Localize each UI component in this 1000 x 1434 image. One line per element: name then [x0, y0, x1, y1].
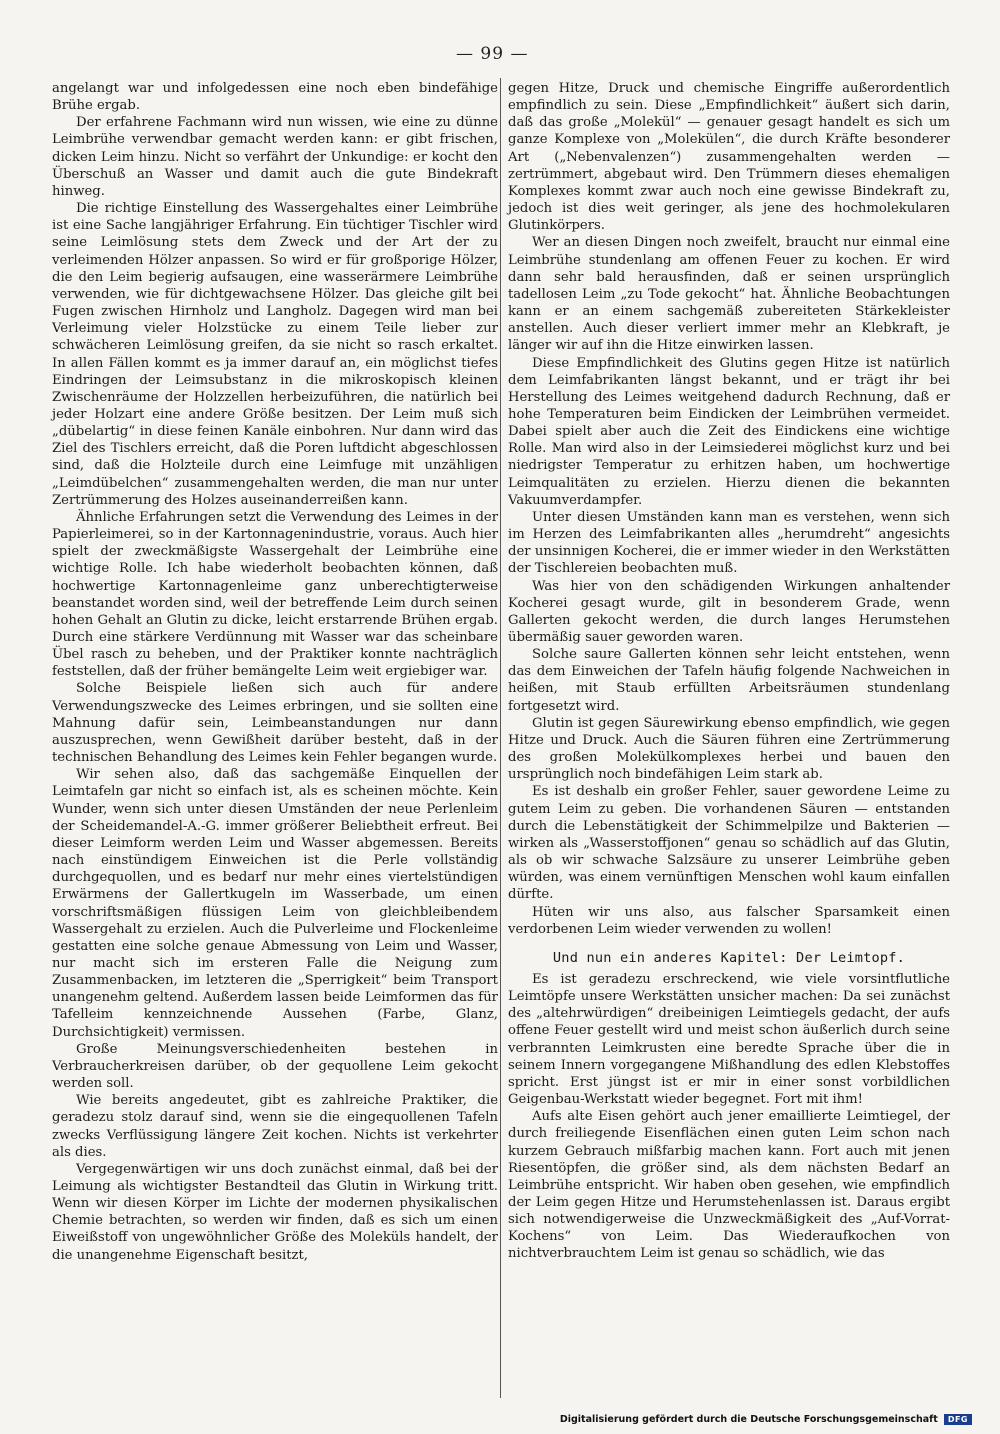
- right-paragraph: Diese Empfindlichkeit des Glutins gegen Hitze ist natürlich dem Leimfabrikanten längst bekannt, und er trägt ihr bei Herstellung des Leimes weitgehend dadurch Rechnung, daß er hohe Temperaturen beim Eindicken der Leimbrühen vermeidet. Dabei spielt aber auch die Zeit des Eindickens eine wichtige Rolle. Man wird also in der Leimsiederei möglichst kurz und bei niedrigster Temperatur zu erhitzen haben, um hochwertige Leimqualitäten zu erzielen. Hierzu dienen die bekannten Vakuumverdampfer.: [508, 355, 950, 508]
- right-paragraph: Wer an diesen Dingen noch zweifelt, braucht nur einmal eine Leimbrühe stundenlang am offenen Feuer zu kochen. Er wird dann sehr bald herausfinden, daß er seinen ursprünglich tadellosen Leim „zu Tode gekocht“ hat. Ähnliche Beobachtungen kann er an einem sachgemäß zubereiteten Stärkekleister anstellen. Auch dieser verliert immer mehr an Klebkraft, je länger wir auf ihn die Hitze einwirken lassen.: [508, 235, 950, 354]
- page-number: — 99 —: [456, 44, 529, 64]
- left-paragraph: Wir sehen also, daß das sachgemäße Einquellen der Leimtafeln gar nicht so einfach ist, als es scheinen möchte. Kein Wunder, wenn sich unter diesen Umständen der neue Perlenleim der Scheidemandel-A.-G. immer größerer Beliebtheit erfreut. Bei dieser Leimform werden Leim und Wasser abgemessen. Bereits nach einstündigem Einweichen ist die Perle vollständig durchgequollen, und es bedarf nur mehr eines viertelstündigen Erwärmens der Gallertkugeln im Wasserbade, um einen vorschriftsmäßigen flüssigen Leim von gleichbleibendem Wassergehalt zu erzielen. Auch die Pulverleime und Flockenleime gestatten eine solche genaue Abmessung von Leim und Wasser, nur macht sich im ersteren Falle die Neigung zum Zusammenbacken, im letzteren die „Sperrigkeit“ beim Transport unangenehm geltend. Außerdem lassen beide Leimformen das für Tafelleim kennzeichnende Aussehen (Farbe, Glanz, Durchsichtigkeit) vermissen.: [52, 767, 498, 1040]
- right-paragraph: Hüten wir uns also, aus falscher Sparsamkeit einen verdorbenen Leim wieder verwenden zu wollen!: [508, 904, 950, 937]
- left-paragraph: Solche Beispiele ließen sich auch für andere Verwendungszwecke des Leimes erbringen, und sie sollten eine Mahnung dafür sein, Leimbeanstandungen nur dann auszusprechen, wenn Gewißheit darüber besteht, daß in der technischen Behandlung des Leimes kein Fehler begangen wurde.: [52, 681, 498, 766]
- right-paragraph: gegen Hitze, Druck und chemische Eingriffe außerordentlich empfindlich zu sein. Diese „Empfindlichkeit“ äußert sich darin, daß das große „Molekül“ — genauer gesagt handelt es sich um ganze Komplexe von „Molekülen“, die durch Kräfte besonderer Art („Nebenvalenzen“) zusammengehalten werden — zertrümmert, abgebaut wird. Den Trümmern dieses ehemaligen Komplexes kommt zwar auch noch eine gewisse Bindekraft zu, jedoch ist dies weit geringer, als jene des hochmolekularen Glutinkörpers.: [508, 81, 950, 234]
- left-paragraph: Vergegenwärtigen wir uns doch zunächst einmal, daß bei der Leimung als wichtigster Bestandteil das Glutin in Wirkung tritt. Wenn wir diesen Körper im Lichte der modernen physikalischen Chemie betrachten, so werden wir finden, daß es sich um einen Eiweißstoff von ungewöhnlicher Größe des Moleküls handelt, der die unangenehme Eigenschaft besitzt,: [52, 1161, 498, 1263]
- left-paragraph: Ähnliche Erfahrungen setzt die Verwendung des Leimes in der Papierleimerei, so in der Kartonnagenindustrie, voraus. Auch hier spielt der zweckmäßigste Wassergehalt der Leimbrühe eine wichtige Rolle. Ich habe wiederholt beobachten können, daß hochwertige Kartonnagenleime ganz unberechtigterweise beanstandet worden sind, weil der betreffende Leim durch seinen hohen Gehalt an Glutin zu dicke, leicht erstarrende Brühen ergab. Durch eine stärkere Verdünnung mit Wasser war das scheinbare Übel rasch zu beheben, und der Praktiker konnte nachträglich feststellen, daß der früher bemängelte Leim weit ergiebiger war.: [52, 509, 498, 680]
- left-column: [52, 80, 498, 1264]
- right-paragraph: Was hier von den schädigenden Wirkungen anhaltender Kocherei gesagt wurde, gilt in besonderem Grade, wenn Gallerten gekocht werden, die durch langes Herumstehen übermäßig sauer geworden waren.: [508, 578, 950, 645]
- left-paragraph: Die richtige Einstellung des Wassergehaltes einer Leimbrühe ist eine Sache langjähriger Erfahrung. Ein tüchtiger Tischler wird seine Leimlösung stets dem Zweck und der Art der zu verleimenden Hölzer anpassen. So wird er für großporige Hölzer, die den Leim begierig aufsaugen, eine wasserärmere Leimbrühe verwenden, wie für dichtgewachsene Hölzer. Das gleiche gilt bei Fugen zwischen Hirnholz und Langholz. Dagegen wird man bei Verleimung vieler Holzstücke zu einem Teile lieber zur schwächeren Leimlösung greifen, da sie nicht so rasch erkaltet. In allen Fällen kommt es ja immer darauf an, ein möglichst tiefes Eindringen der Leimsubstanz in die mikroskopisch kleinen Zwischenräume der Holzzellen herbeizuführen, die natürlich bei jeder Holzart eine andere Größe besitzen. Der Leim muß sich „dübelartig“ in diese feinen Kanäle einbohren. Nur dann wird das Ziel des Tischlers erreicht, daß die Poren luftdicht abgeschlossen sind, daß die Holzteile durch eine Leimfuge mit unzähligen „Leimdübelchen“ zusammengehalten werden, die man nur unter Zertrümmerung des Holzes auseinanderreißen kann.: [52, 201, 498, 508]
- right-paragraph: Es ist geradezu erschreckend, wie viele vorsintflutliche Leimtöpfe unsere Werkstätten unsicher machen: Da sei zunächst des „altehrwürdigen“ dreibeinigen Leimtiegels gedacht, der aufs offene Feuer gestellt wird und meist schon äußerlich durch seine verbrannten Leimkrusten eine beredte Sprache über die in seinem Innern vorgegangene Mißhandlung des edlen Klebstoffes spricht. Erst jüngst ist er mir in einer sonst vorbildlichen Geigenbau-Werkstatt wieder begegnet. Fort mit ihm!: [508, 971, 950, 1108]
- dfg-logo: DFG: [944, 1414, 972, 1425]
- right-column: [508, 80, 950, 1263]
- section-heading: Und nun ein anderes Kapitel: Der Leimtopf.: [552, 949, 906, 966]
- footer-credit-text: Digitalisierung gefördert durch die Deutsche Forschungsgemeinschaft: [559, 1414, 938, 1425]
- right-paragraph: Unter diesen Umständen kann man es verstehen, wenn sich im Herzen des Leimfabrikanten alles „herumdreht“ angesichts der unsinnigen Kocherei, die er immer wieder in den Werkstätten der Tischlereien beobachten muß.: [508, 509, 950, 577]
- right-paragraph: Glutin ist gegen Säurewirkung ebenso empfindlich, wie gegen Hitze und Druck. Auch die Säuren führen eine Zertrümmerung des großen Molekülkomplexes herbei und bauen den ursprünglich noch bindefähigen Leim stark ab.: [508, 715, 950, 783]
- right-paragraph: Es ist deshalb ein großer Fehler, sauer gewordene Leime zu gutem Leim zu geben. Die vorhandenen Säuren — entstanden durch die Lebenstätigkeit der Schimmelpilze und Bakterien — wirken als „Wasserstoffjonen“ genau so schädlich auf das Glutin, als ob wir schwache Salzsäure zu unserer Leimbrühe geben würden, was einem vernünftigen Menschen wohl kaum einfallen dürfte.: [508, 784, 950, 903]
- left-paragraph: Große Meinungsverschiedenheiten bestehen in Verbraucherkreisen darüber, ob der gequollene Leim gekocht werden soll.: [52, 1041, 498, 1092]
- column-divider: [500, 78, 501, 1398]
- right-paragraph: Solche saure Gallerten können sehr leicht entstehen, wenn das dem Einweichen der Tafeln häufig folgende Nachweichen in heißen, mit Staub erfüllten Arbeitsräumen stundenlang fortgesetzt wird.: [508, 647, 950, 714]
- right-paragraph: Aufs alte Eisen gehört auch jener emaillierte Leimtiegel, der durch freiliegende Eisenflächen einen guten Leim schon nach kurzem Gebrauch mißfarbig machen kann. Fort auch mit jenen Riesentöpfen, die größer sind, als dem nächsten Bedarf an Leimbrühe entspricht. Wir haben oben gesehen, wie empfindlich der Leim gegen Hitze und Herumstehenlassen ist. Daraus ergibt sich notwendigerweise die Unzweckmäßigkeit des „Auf-Vorrat-Kochens“ von Leim. Das Wiederaufkochen von nichtverbrauchtem Leim ist genau so schädlich, wie das: [508, 1109, 950, 1262]
- footer-credit: [560, 1414, 972, 1425]
- left-paragraph: angelangt war und infolgedessen eine noch eben bindefähige Brühe ergab.: [52, 81, 498, 114]
- left-paragraph: Der erfahrene Fachmann wird nun wissen, wie eine zu dünne Leimbrühe verwendbar gemacht werden kann: er gibt frischen, dicken Leim hinzu. Nicht so verfährt der Unkundige: er kocht den Überschuß an Wasser und damit auch die gute Bindekraft hinweg.: [52, 115, 498, 199]
- left-paragraph: Wie bereits angedeutet, gibt es zahlreiche Praktiker, die geradezu stolz darauf sind, wenn sie die eingequollenen Tafeln zwecks Verflüssigung längere Zeit kochen. Nichts ist verkehrter als dies.: [52, 1093, 498, 1160]
